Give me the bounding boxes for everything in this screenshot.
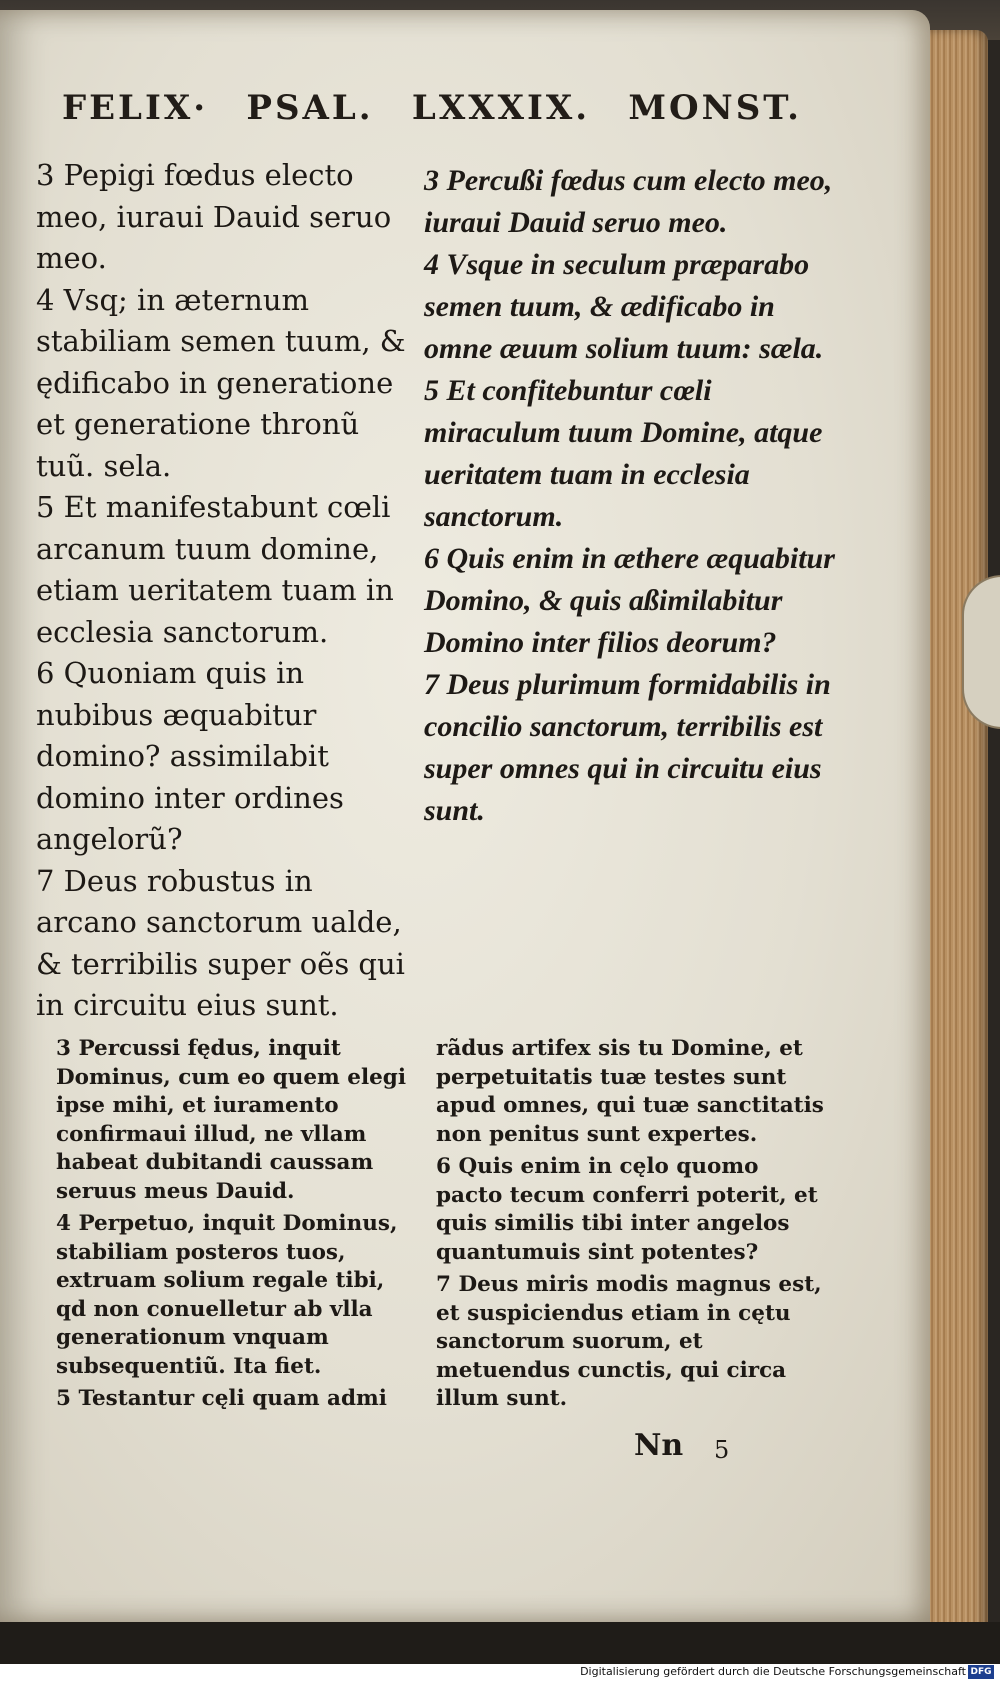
right-verse-6: 6 Quis enim in æthere æquabitur Domino, & quis aßimilabitur Domino inter filios deorum?	[424, 542, 835, 659]
right-gloss-6: 6 Quis enim in cęlo quomo pacto tecum conferri poterit, et quis similis tibi inter angelos quantumuis sint potentes?	[436, 1154, 818, 1265]
printer-signature: Nn	[634, 1428, 684, 1463]
right-gloss-column	[436, 1035, 824, 1418]
scan-bottom-band	[0, 1622, 1000, 1664]
running-head-right: MONST.	[628, 88, 802, 128]
left-verse-4: 4 Vsq; in æternum stabiliam semen tuum, & ędificabo in generatione et generatione thronũ tuũ. sela.	[36, 282, 406, 483]
left-gloss-column	[56, 1035, 414, 1418]
right-gloss-7: 7 Deus miris modis magnus est, et suspiciendus etiam in cętu sanctorum suorum, et metuendus cunctis, qui circa illum sunt.	[436, 1272, 822, 1411]
running-head-left: FELIX·	[62, 88, 209, 128]
right-verse-4: 4 Vsque in seculum præparabo semen tuum, & ædificabo in omne æuum solium tuum: sæla.	[424, 248, 824, 365]
left-verse-7: 7 Deus robustus in arcano sanctorum ualde, & terribilis super oẽs qui in circuitu eius sunt.	[36, 863, 405, 1022]
left-latin-column	[36, 155, 416, 1027]
signature-number: 5	[714, 1436, 730, 1464]
left-gloss-5: 5 Testantur cęli quam admi	[56, 1386, 387, 1411]
digitization-credit: Digitalisierung gefördert durch die Deutsche Forschungsgemeinschaft	[580, 1665, 966, 1678]
page-clasp	[962, 575, 1000, 729]
left-verse-5: 5 Et manifestabunt cœli arcanum tuum domine, etiam ueritatem tuam in ecclesia sanctorum.	[36, 490, 394, 649]
book-fore-edge	[928, 30, 988, 1640]
right-verse-7: 7 Deus plurimum formidabilis in concilio sanctorum, terribilis est super omnes qui in circuitu eius sunt.	[424, 668, 831, 827]
running-head-numeral: LXXXIX.	[411, 88, 591, 128]
running-head	[62, 88, 802, 128]
left-gloss-4: 4 Perpetuo, inquit Dominus, stabiliam posteros tuos, extruam solium regale tibi, qd non conuelletur ab vlla generationum vnquam subsequentiũ. Ita fiet.	[56, 1211, 398, 1379]
left-gloss-3: 3 Percussi fędus, inquit Dominus, cum eo quem elegi ipse mihi, et iuramento confirmaui illud, ne vllam habeat dubitandi caussam seruus meus Dauid.	[56, 1036, 407, 1204]
running-head-middle: PSAL.	[246, 88, 374, 128]
right-gloss-5-cont: rãdus artifex sis tu Domine, et perpetuitatis tuæ testes sunt apud omnes, qui tuæ sanctitatis non penitus sunt expertes.	[436, 1036, 824, 1147]
left-verse-3: 3 Pepigi fœdus electo meo, iuraui Dauid seruo meo.	[36, 158, 392, 275]
dfg-logo: DFG	[968, 1665, 994, 1679]
right-verse-5: 5 Et confitebuntur cœli miraculum tuum Domine, atque ueritatem tuam in ecclesia sanctorum.	[424, 374, 823, 533]
right-verse-3: 3 Percußi fœdus cum electo meo, iuraui Dauid seruo meo.	[424, 164, 833, 239]
left-verse-6: 6 Quoniam quis in nubibus æquabitur domino? assimilabit domino inter ordines angelorũ?	[36, 656, 344, 856]
right-latin-column	[424, 160, 844, 832]
